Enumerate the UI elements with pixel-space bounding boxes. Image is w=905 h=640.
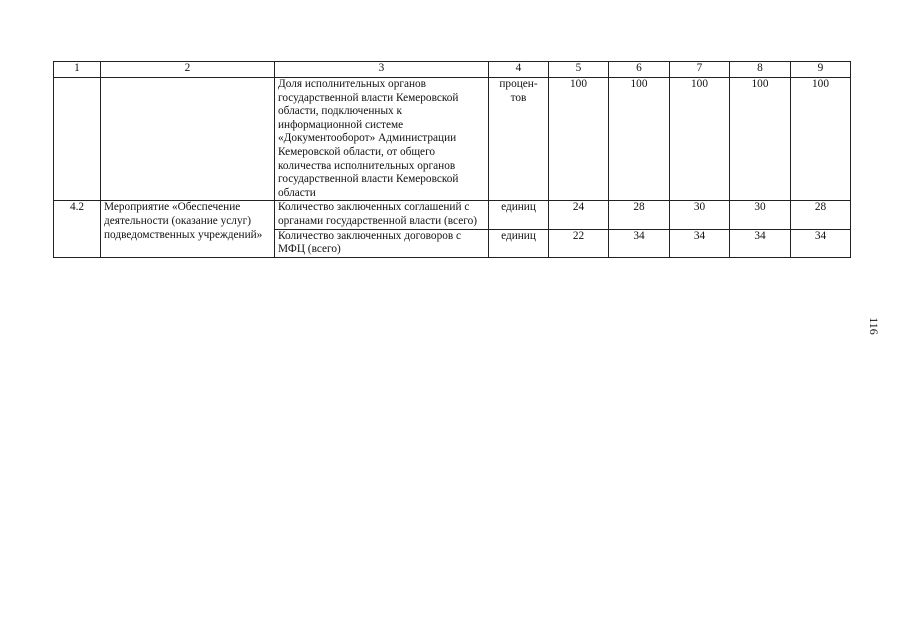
value-cell: 100 <box>730 78 791 201</box>
unit-line: процен- <box>499 78 538 90</box>
value-cell: 34 <box>670 229 730 257</box>
header-cell: 6 <box>609 62 670 78</box>
header-cell: 7 <box>670 62 730 78</box>
value-cell: 34 <box>609 229 670 257</box>
unit-cell: единиц <box>489 229 549 257</box>
indicator-cell: Количество заключенных соглашений с органами государственной власти (всего) <box>275 201 489 229</box>
header-cell: 8 <box>730 62 791 78</box>
item-number-cell <box>54 78 101 201</box>
header-cell: 2 <box>101 62 275 78</box>
indicators-table <box>53 61 851 258</box>
value-cell: 22 <box>549 229 609 257</box>
indicator-cell: Количество заключенных договоров с МФЦ (всего) <box>275 229 489 257</box>
item-number-cell: 4.2 <box>54 201 101 257</box>
value-cell: 100 <box>670 78 730 201</box>
value-cell: 34 <box>791 229 851 257</box>
value-cell: 30 <box>730 201 791 229</box>
table-row <box>54 201 851 229</box>
table-row <box>54 78 851 201</box>
header-cell: 9 <box>791 62 851 78</box>
value-cell: 34 <box>730 229 791 257</box>
activity-cell: Мероприятие «Обеспечение деятельности (оказание услуг) подведомственных учреждений» <box>101 201 275 257</box>
header-cell: 4 <box>489 62 549 78</box>
header-cell: 3 <box>275 62 489 78</box>
indicator-cell: Доля исполнительных органов государственной власти Кемеровской области, подключенных к информационной системе «Документооборот» Администрации Кемеровской области, от общего количества исполнительных органов государственной власти Кемеровской области <box>275 78 489 201</box>
header-cell: 1 <box>54 62 101 78</box>
activity-cell <box>101 78 275 201</box>
page-number: 116 <box>867 317 881 335</box>
value-cell: 100 <box>609 78 670 201</box>
unit-cell: единиц <box>489 201 549 229</box>
value-cell: 28 <box>791 201 851 229</box>
value-cell: 28 <box>609 201 670 229</box>
header-cell: 5 <box>549 62 609 78</box>
unit-line: тов <box>510 91 527 104</box>
value-cell: 100 <box>549 78 609 201</box>
unit-cell <box>489 78 549 201</box>
value-cell: 100 <box>791 78 851 201</box>
table-header-row <box>54 62 851 78</box>
value-cell: 24 <box>549 201 609 229</box>
value-cell: 30 <box>670 201 730 229</box>
